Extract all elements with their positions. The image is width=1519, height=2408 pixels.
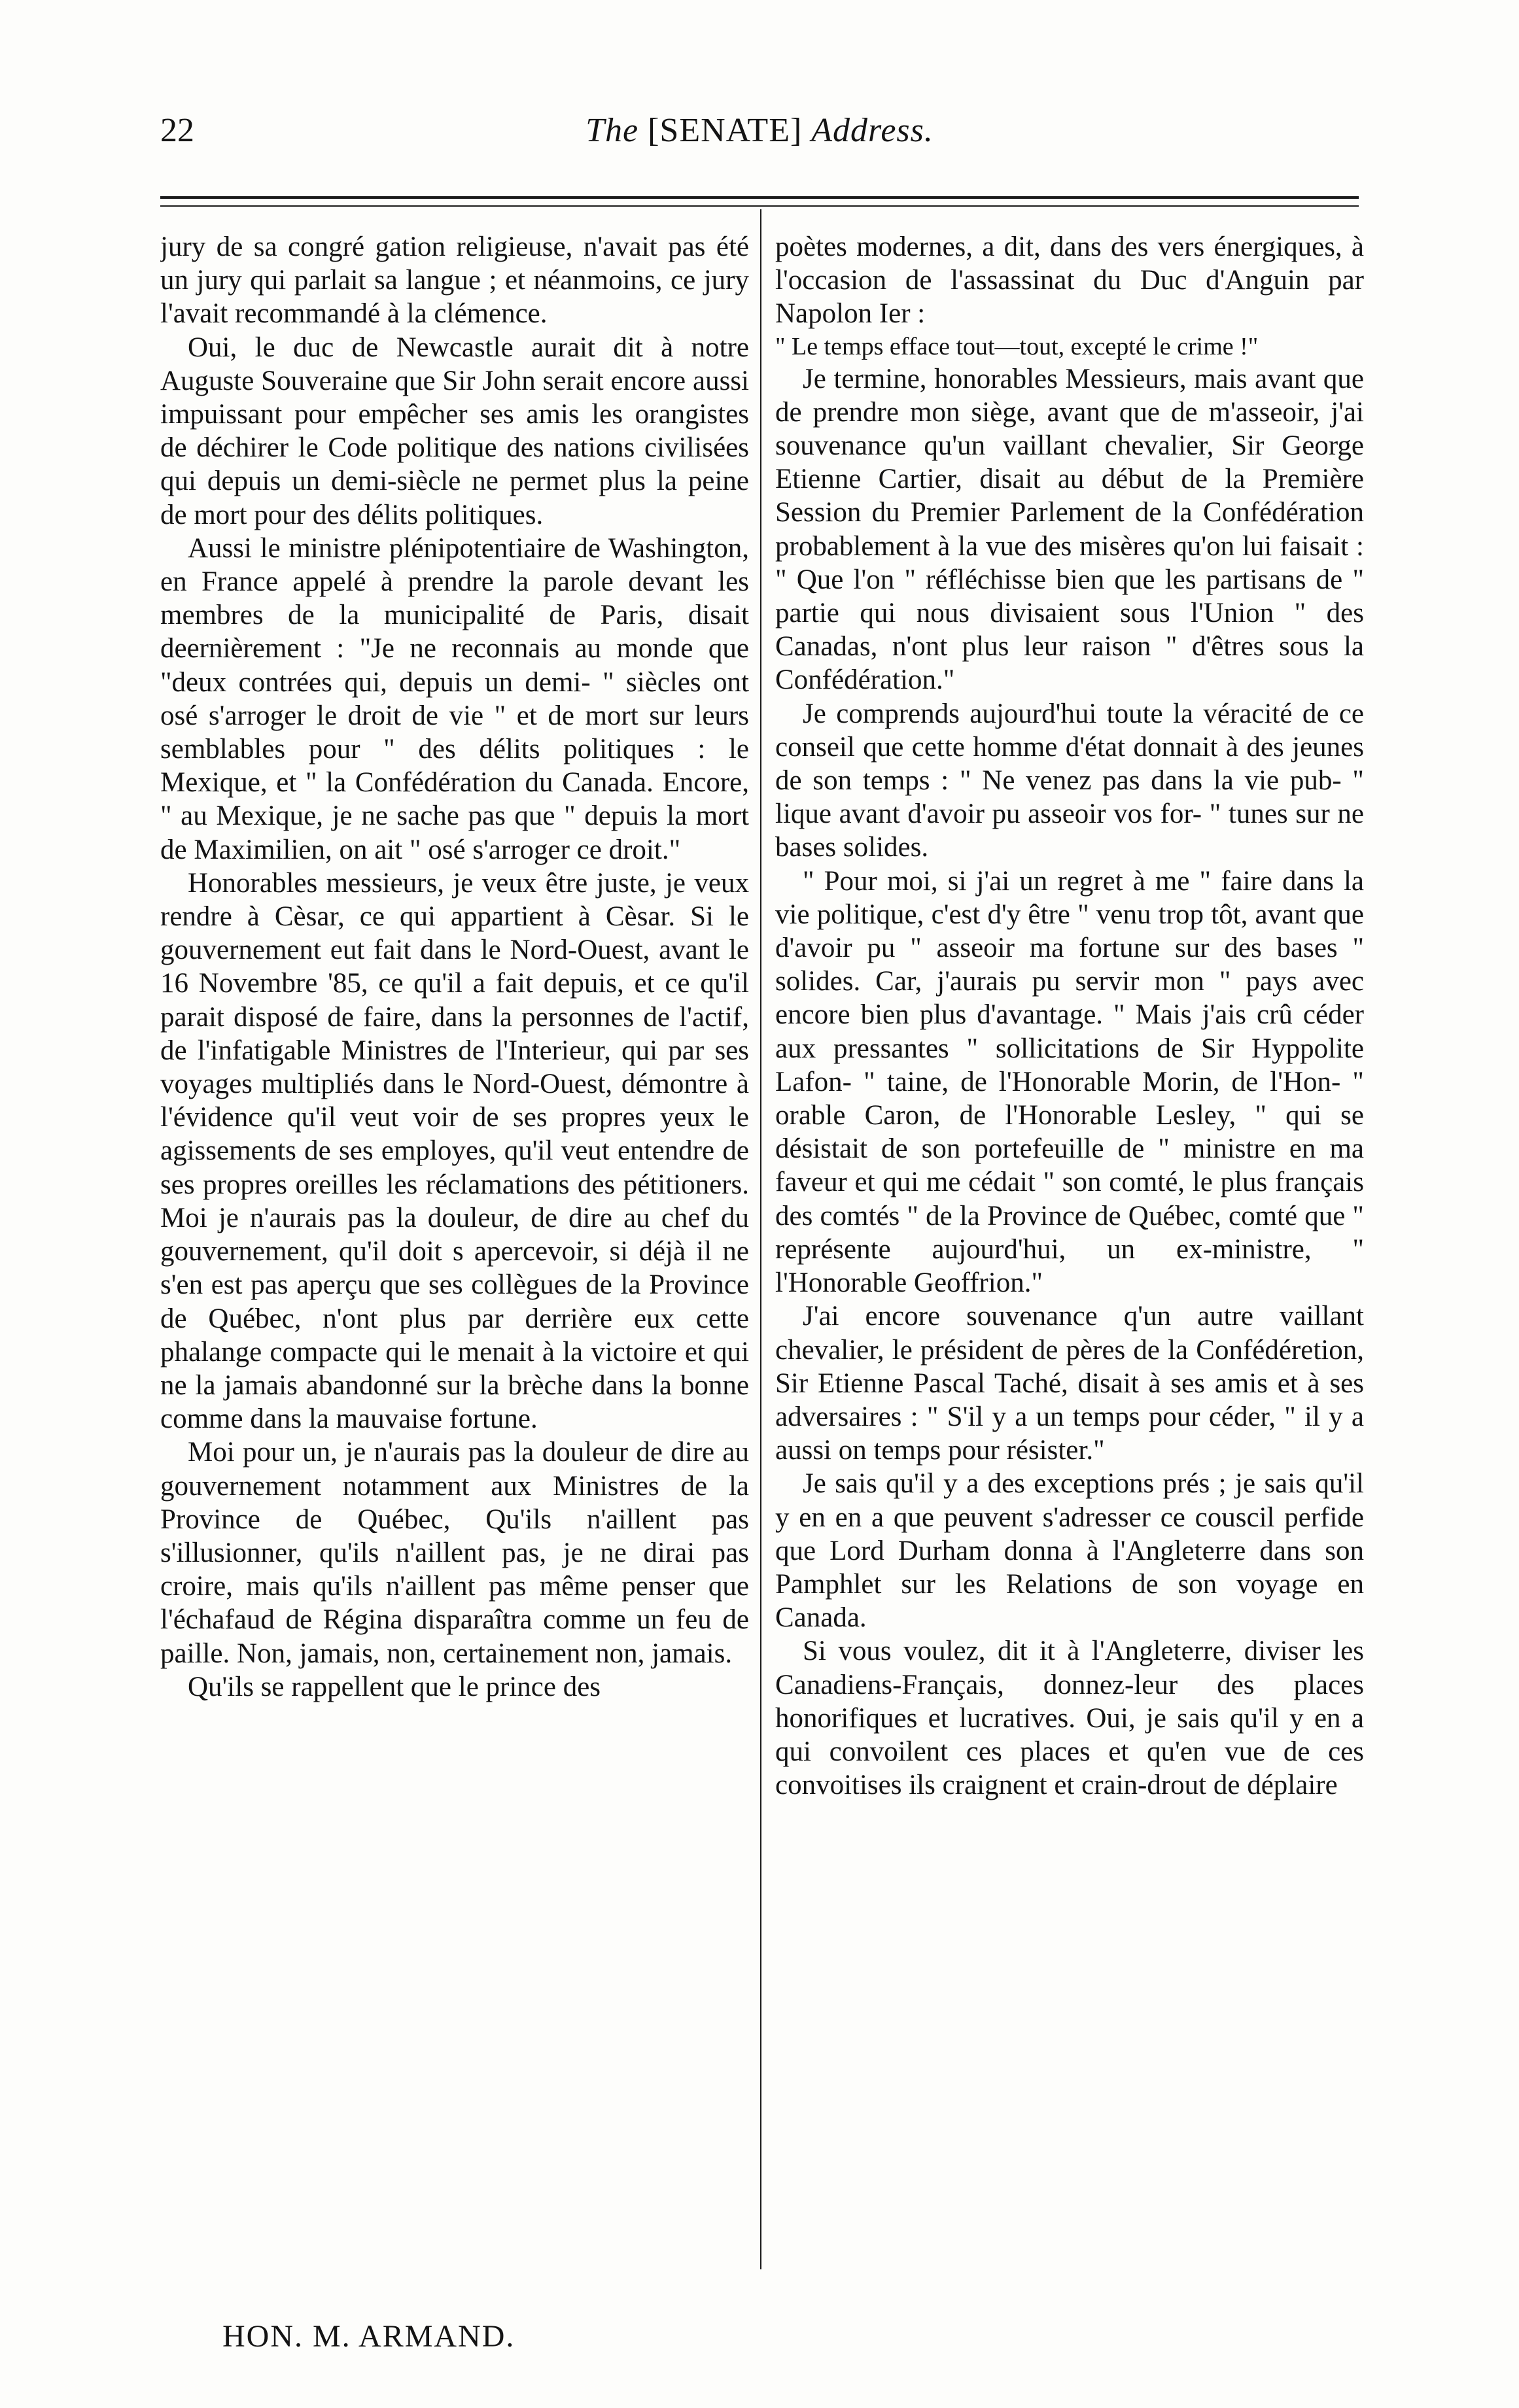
- running-head: [0, 111, 1519, 150]
- paragraph: Aussi le ministre plénipotentiaire de Washington, en France appelé à prendre la parole devant les membres de la municipalité de Paris, disait deernièrement : "Je ne reconnais au monde que "deux contrées qui, depuis un demi- " siècles ont osé s'arroger le droit de vie " et de mort sur leurs semblables pour " des délits politiques : le Mexique, et " la Confédération du Canada. Encore, " au Mexique, je ne sache pas que " depuis la mort de Maximilien, on ait " osé s'arroger ce droit.": [160, 532, 749, 865]
- running-head-suffix: Address.: [811, 112, 934, 149]
- paragraph: Je sais qu'il y a des exceptions prés ; je sais qu'il y en en a que peuvent s'adresser ce couscil perfide que Lord Durham donna à l'Angleterre dans son Pamphlet sur les Relations de son voyage en Canada.: [775, 1468, 1364, 1634]
- paragraph: Qu'ils se rappellent que le prince des: [188, 1671, 601, 1702]
- column-divider: [760, 209, 761, 2269]
- quotation: " Le temps efface tout—tout, excepté le crime !": [775, 332, 1259, 360]
- paragraph: Je termine, honorables Messieurs, mais avant que de prendre mon siège, avant que de m'asseoir, j'ai souvenance qu'un vaillant chevalier, Sir George Etienne Cartier, disait au début de la Première Session du Premier Parlement de la Confédération probablement à la vue des misères qu'on lui faisait : " Que l'on " réfléchisse bien que les partisans de " partie qui nous divisaient sous l'Union " des Canadas, n'ont plus leur raison " d'êtres sous la Confédération.": [775, 363, 1364, 696]
- signature: HON. M. ARMAND.: [222, 2319, 515, 2354]
- paragraph: J'ai encore souvenance q'un autre vaillant chevalier, le président de pères de la Confédéretion, Sir Etienne Pascal Taché, disait à ses amis et à ses adversaires : " S'il y a un temps pour céder, " il y a aussi on temps pour résister.": [775, 1301, 1364, 1466]
- paragraph: Moi pour un, je n'aurais pas la douleur de dire au gouvernement notamment aux Ministres de la Province de Québec, Qu'ils n'aillent pas s'illusionner, qu'ils n'aillent pas, je ne dirai pas croire, mais qu'ils n'aillent pas même penser que l'échafaud de Régina disparaîtra comme un feu de paille. Non, jamais, non, certainement non, jamais.: [160, 1437, 749, 1669]
- paragraph: Honorables messieurs, je veux être juste, je veux rendre à Cèsar, ce qui appartient à Cèsar. Si le gouvernement eut fait dans le Nord-Ouest, avant le 16 Novembre '85, ce qu'il a fait depuis, et ce qu'il parait disposé de faire, dans la personnes de l'actif, de l'infatigable Ministres de l'Interieur, qui par ses voyages multipliés dans le Nord-Ouest, démontre à l'évidence qu'il veut voir de ses propres yeux le agissements de ses employes, qu'il veut entendre de ses propres oreilles les réclamations des pétitioners. Moi je n'aurais pas la douleur, de dire au chef du gouvernement, qu'il doit s apercevoir, si déjà il ne s'en est pas aperçu que ses collègues de la Province de Québec, n'ont plus par derrière eux cette phalange compacte qui le menait à la victoire et qui ne la jamais abandonné sur la brèche dans la bonne comme dans la mauvaise fortune.: [160, 867, 749, 1435]
- running-head-middle: [SENATE]: [648, 112, 803, 149]
- paragraph: Oui, le duc de Newcastle aurait dit à notre Auguste Souveraine que Sir John serait encore aussi impuissant pour empêcher ses amis les orangistes de déchirer le Code politique des nations civilisées qui depuis un demi-siècle ne permet plus la peine de mort pour des délits politiques.: [160, 332, 749, 530]
- header-rule-thin: [160, 205, 1359, 207]
- right-column: [775, 230, 1364, 2274]
- left-column: [160, 230, 749, 2274]
- paragraph: " Pour moi, si j'ai un regret à me " faire dans la vie politique, c'est d'y être " venu trop tôt, avant que d'avoir pu " asseoir ma fortune sur des bases " solides. Car, j'aurais pu servir mon " pays avec encore bien plus d'avantage. " Mais j'ais crû céder aux pressantes " sollicitations de Sir Hyppolite Lafon- " taine, de l'Honorable Morin, de l'Hon- " orable Caron, de l'Honorable Lesley, " qui se désistait de son portefeuille de " ministre en ma faveur et qui me cédait " son comté, le plus français des comtés " de la Province de Québec, comté que " représente aujourd'hui, un ex-ministre, " l'Honorable Geoffrion.": [775, 865, 1364, 1299]
- paragraph: Je comprends aujourd'hui toute la véracité de ce conseil que cette homme d'état donnait à des jeunes de son temps : " Ne venez pas dans la vie pub- " lique avant d'avoir pu asseoir vos for- " tunes sur ne bases solides.: [775, 698, 1364, 863]
- page-number: 22: [160, 112, 194, 149]
- paragraph: Si vous voulez, dit it à l'Angleterre, diviser les Canadiens-Français, donnez-leur des places honorifiques et lucratives. Oui, je sais qu'il y en a qui convoilent ces places et qu'en vue de ces convoitises ils craignent et crain-drout de déplaire: [775, 1636, 1364, 1801]
- header-rule: [160, 196, 1359, 199]
- paragraph: jury de sa congré gation religieuse, n'avait pas été un jury qui parlait sa langue ; et néanmoins, ce jury l'avait recommandé à la clémence.: [160, 232, 749, 330]
- paragraph: poètes modernes, a dit, dans des vers énergiques, à l'occasion de l'assassinat du Duc d'Anguin par Napolon Ier :: [775, 232, 1364, 330]
- running-head-prefix: The: [585, 112, 639, 149]
